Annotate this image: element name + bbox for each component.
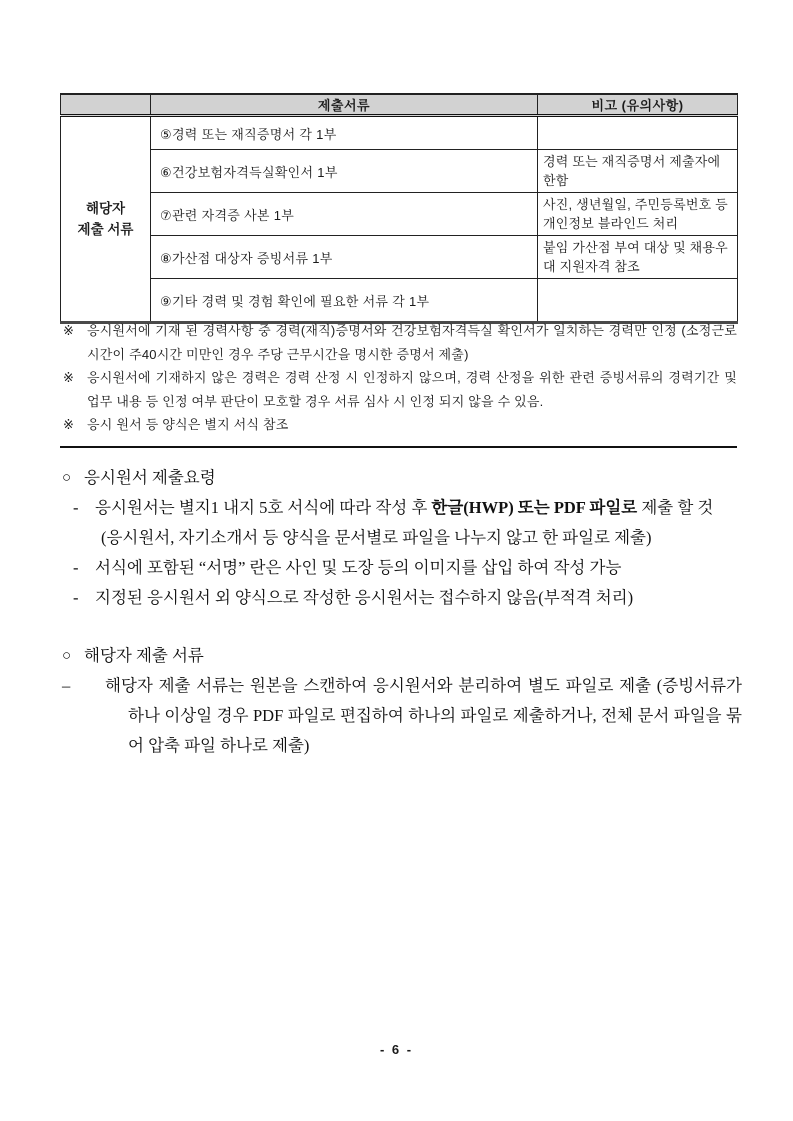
footnote-text: 응시원서에 기재 된 경력사항 중 경력(재직)증명서와 건강보험자격득실 확인서가 일치하는 경력만 인정 (소정근로시간이 주40시간 미만인 경우 주당 근무시간을 명시한 증명서 제출) [87, 323, 737, 362]
document-cell: ⑦관련 자격증 사본 1부 [151, 193, 538, 236]
section-application-submission-guide [60, 463, 742, 613]
section-heading-text: 응시원서 제출요령 [84, 468, 216, 487]
footnote [60, 413, 737, 437]
list-item-text: 해당자 제출 서류는 원본을 스캔하여 응시원서와 분리하여 별도 파일로 제출 (증빙서류가 하나 이상일 경우 PDF 파일로 편집하여 하나의 파일로 제출하거나, 전체 문서 파일을 묶어 압축 파일 하나로 제출) [105, 676, 742, 755]
table-footnotes [60, 313, 737, 448]
list-item [60, 583, 742, 613]
remark-cell: 사진, 생년월일, 주민등록번호 등 개인정보 블라인드 처리 [538, 193, 738, 236]
remark-cell: 경력 또는 재직증명서 제출자에 한함 [538, 150, 738, 193]
dash-bullet-icon: - [73, 498, 79, 517]
table-header-empty-cell [61, 94, 151, 116]
remark-cell: 붙임 가산점 부여 대상 및 채용우대 지원자격 참조 [538, 236, 738, 279]
list-item-text-bold: 한글(HWP) 또는 PDF 파일로 [431, 498, 638, 517]
page-number: - 6 - [379, 1042, 414, 1057]
dash-bullet-icon: - [73, 558, 79, 577]
list-item-text-pre: 응시원서는 별지1 내지 5호 서식에 따라 작성 후 [95, 498, 432, 517]
document-cell: ⑧가산점 대상자 증빙서류 1부 [151, 236, 538, 279]
circle-bullet-icon: ○ [62, 648, 72, 664]
list-item: – 해당자 제출 서류는 원본을 스캔하여 응시원서와 분리하여 별도 파일로 제출 (증빙서류가 하나 이상일 경우 PDF 파일로 편집하여 하나의 파일로 제출하거나, 전체 문서 파일을 묶어 압축 파일 하나로 제출) [62, 676, 742, 755]
footnote-marker: ※ [63, 417, 75, 432]
footnote [60, 366, 737, 413]
row-group-label-line1: 해당자 [85, 201, 126, 216]
list-item-text: 지정된 응시원서 외 양식으로 작성한 응시원서는 접수하지 않음(부적격 처리) [95, 588, 634, 607]
footnote-marker: ※ [63, 370, 75, 385]
document-cell: ⑥건강보험자격득실확인서 1부 [151, 150, 538, 193]
document-cell: ⑤경력 또는 재직증명서 각 1부 [151, 116, 538, 150]
dash-bullet-icon: - [73, 588, 79, 607]
table-row [61, 236, 738, 279]
row-group-label-line2: 제출 서류 [77, 222, 134, 237]
footnote-text: 응시원서에 기재하지 않은 경력은 경력 산정 시 인정하지 않으며, 경력 산정을 위한 관련 증빙서류의 경력기간 및 업무 내용 등 인정 여부 판단이 모호할 경우 서류 심사 시 인정 되지 않을 수 있음. [87, 370, 737, 409]
row-group-label [61, 116, 151, 323]
footnote-marker: ※ [63, 323, 75, 338]
table-row [61, 150, 738, 193]
list-item-text-post: 제출 할 것 [637, 498, 714, 517]
list-item-subnote: (응시원서, 자기소개서 등 양식을 문서별로 파일을 나누지 않고 한 파일로 제출) [101, 528, 652, 547]
remark-cell [538, 116, 738, 150]
list-item [60, 493, 742, 523]
list-item [60, 553, 742, 583]
section-heading [60, 463, 742, 493]
table-header-documents: 제출서류 [151, 94, 538, 116]
table-row [61, 116, 738, 150]
footnote-text: 응시 원서 등 양식은 별지 서식 참조 [87, 417, 289, 432]
circle-bullet-icon: ○ [62, 470, 72, 486]
section-heading [60, 641, 742, 671]
section-applicable-documents [60, 641, 742, 761]
footnote [60, 319, 737, 366]
list-item-text: 서식에 포함된 “서명” 란은 사인 및 도장 등의 이미지를 삽입 하여 작성 가능 [95, 558, 622, 577]
table-header-remarks: 비고 (유의사항) [538, 94, 738, 116]
table-row [61, 193, 738, 236]
section-heading-text: 해당자 제출 서류 [84, 646, 204, 665]
table-header-row [61, 94, 738, 116]
submission-documents-table [60, 93, 738, 324]
document-cell: ⑨기타 경력 및 경험 확인에 필요한 서류 각 1부 [151, 279, 538, 323]
